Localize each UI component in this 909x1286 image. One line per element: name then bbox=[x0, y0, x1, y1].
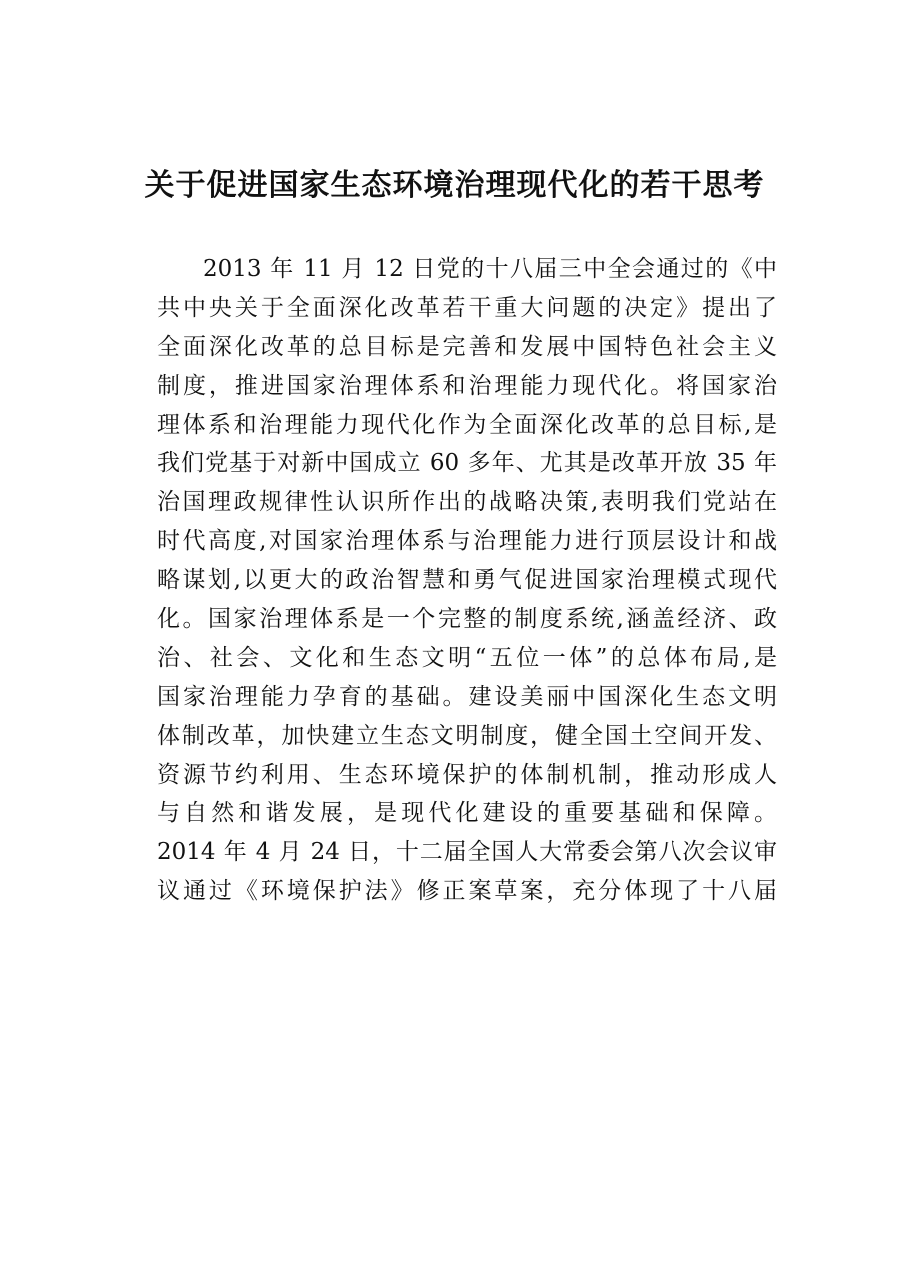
paragraph-line: 治、社会、文化和生态文明“五位一体”的总体布局,是 bbox=[157, 644, 777, 671]
paragraph-line: 时代高度,对国家治理体系与治理能力进行顶层设计和战 bbox=[157, 528, 777, 555]
paragraph-line: 略谋划,以更大的政治智慧和勇气促进国家治理模式现代 bbox=[157, 567, 777, 594]
paragraph-line: 化。国家治理体系是一个完整的制度系统,涵盖经济、政 bbox=[157, 606, 777, 633]
paragraph-line: 全面深化改革的总目标是完善和发展中国特色社会主义 bbox=[157, 333, 777, 360]
paragraph-line: 与自然和谐发展，是现代化建设的重要基础和保障。 bbox=[157, 800, 777, 827]
paragraph-line: 资源节约利用、生态环境保护的体制机制，推动形成人 bbox=[157, 761, 777, 788]
paragraph-line: 制度，推进国家治理体系和治理能力现代化。将国家治 bbox=[157, 372, 777, 399]
paragraph-line: 国家治理能力孕育的基础。建设美丽中国深化生态文明 bbox=[157, 683, 777, 710]
document-title: 关于促进国家生态环境治理现代化的若干思考 bbox=[144, 168, 765, 203]
body-paragraph bbox=[157, 250, 777, 911]
paragraph-line: 共中央关于全面深化改革若干重大问题的决定》提出了 bbox=[157, 294, 777, 321]
paragraph-line: 2013 年 11 月 12 日党的十八届三中全会通过的《中 bbox=[203, 256, 777, 282]
paragraph-line: 体制改革，加快建立生态文明制度，健全国土空间开发、 bbox=[157, 722, 777, 749]
paragraph-line: 2014 年 4 月 24 日，十二届全国人大常委会第八次会议审 bbox=[157, 839, 777, 866]
paragraph-line: 我们党基于对新中国成立 60 多年、尤其是改革开放 35 年 bbox=[157, 450, 777, 477]
paragraph-line: 议通过《环境保护法》修正案草案，充分体现了十八届 bbox=[157, 878, 777, 905]
paragraph-line: 理体系和治理能力现代化作为全面深化改革的总目标,是 bbox=[157, 411, 777, 438]
paragraph-line: 治国理政规律性认识所作出的战略决策,表明我们党站在 bbox=[157, 489, 777, 516]
